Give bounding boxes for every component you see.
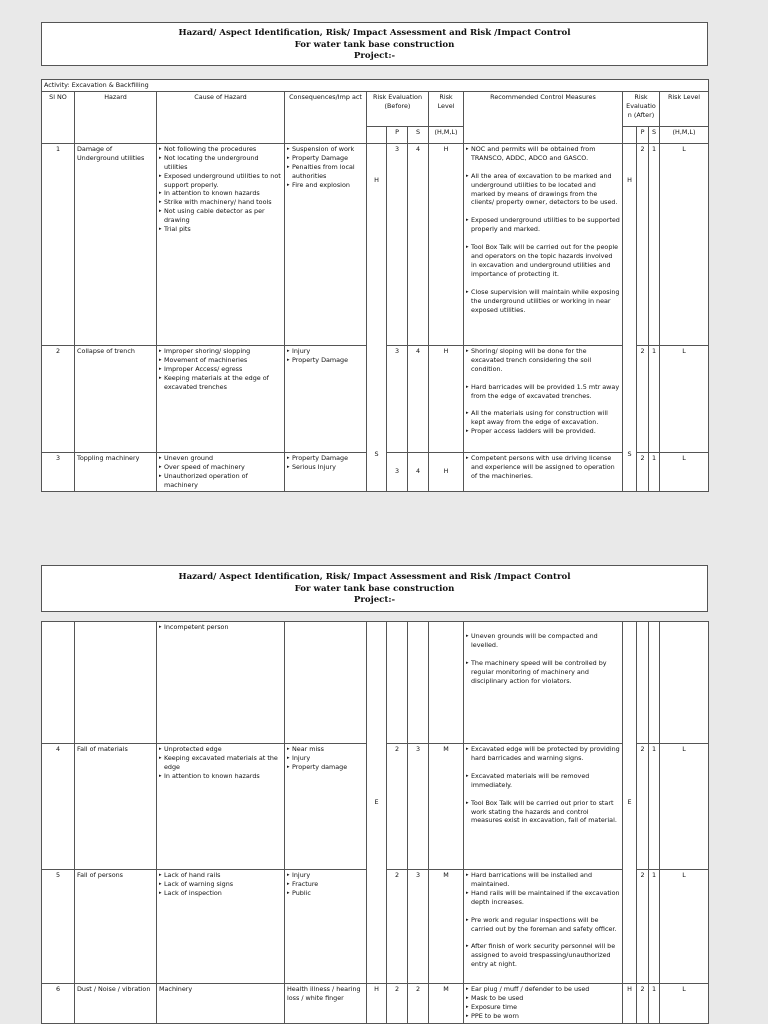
row-cause: Machinery (157, 984, 285, 1024)
row-consequences (285, 870, 367, 984)
control-item: ▸ Tool Box Talk will be carried out prior to start work stating the hazards and control measures exist in excavation, fall of material. (466, 799, 620, 826)
row-s-after: 1 (649, 143, 660, 345)
consequence-item: ▸ Penalties from local authorities (287, 163, 364, 181)
consequence-item: ▸ Suspension of work (287, 145, 364, 154)
col-consequences: Consequences/Imp act (285, 91, 367, 143)
row-hazard: Fall of materials (75, 744, 157, 870)
consequence-item: ▸ Injury (287, 871, 364, 880)
row-consequences (285, 744, 367, 870)
row-s-after: 1 (649, 870, 660, 984)
col-s: S (408, 126, 429, 143)
cause-item: ▸ Movement of machineries (159, 356, 282, 365)
consequence-item: ▸ Injury (287, 347, 364, 356)
col-hml: (H,M,L) (429, 126, 464, 143)
risk-after-merged (623, 143, 637, 491)
doc-project: Project:- (353, 595, 396, 605)
cell-empty (429, 622, 464, 744)
cause-item: ▸ Incompetent person (159, 623, 282, 632)
consequence-item: ▸ Injury (287, 754, 364, 763)
cell-empty (649, 622, 660, 744)
col-risk-level: Risk Level (429, 91, 464, 126)
col-risk-after: Risk Evaluatio n (After) (623, 91, 660, 126)
row-level-after: L (660, 345, 709, 452)
cell-empty (387, 622, 408, 744)
control-item: ▸ Exposure time (466, 1003, 620, 1012)
cause-item: ▸ Lack of warning signs (159, 880, 282, 889)
control-item: ▸ PPE to be worn (466, 1012, 620, 1021)
row-controls (464, 345, 623, 452)
col-cause: Cause of Hazard (157, 91, 285, 143)
page2-sheet (41, 621, 708, 1024)
row-p: 3 (387, 452, 408, 491)
control-item: ▸ Exposed underground utilities to be supported properly and marked. (466, 216, 620, 234)
row-sl: 3 (42, 452, 75, 491)
row-consequence: Health illness / hearing loss / white finger (285, 984, 367, 1024)
cause-item: ▸ Unprotected edge (159, 745, 282, 754)
row-before: H (367, 984, 387, 1024)
doc-title: Hazard/ Aspect Identification, Risk/ Impact Assessment and Risk /Impact Control (178, 28, 571, 38)
row-s: 3 (408, 744, 429, 870)
cell-empty (637, 622, 649, 744)
consequence-item: ▸ Property Damage (287, 356, 364, 365)
row-s-after: 1 (649, 345, 660, 452)
row-sl: 5 (42, 870, 75, 984)
consequence-item: ▸ Near miss (287, 745, 364, 754)
cause-item: ▸ Exposed underground utilities to not support properly. (159, 172, 282, 190)
row-p-after: 2 (637, 744, 649, 870)
row-s-after: 1 (649, 984, 660, 1024)
consequence-item: ▸ Public (287, 889, 364, 898)
control-item: ▸ Close supervision will maintain while exposing the underground utilities or working in near exposed utilities. (466, 288, 620, 315)
cause-item: ▸ Trial pits (159, 225, 282, 234)
row-p-after: 2 (637, 870, 649, 984)
cause-item: ▸ Lack of inspection (159, 889, 282, 898)
cause-item: ▸ Unauthorized operation of machinery (159, 472, 282, 490)
cause-item: ▸ In attention to known hazards (159, 189, 282, 198)
row-p: 2 (387, 744, 408, 870)
risk-before-e: E (374, 798, 379, 807)
row-level-after: L (660, 143, 709, 345)
row-level: H (429, 143, 464, 345)
control-item: ▸ Excavated edge will be protected by providing hard barricades and warning signs. (466, 745, 620, 763)
risk-before-merged (367, 143, 387, 491)
page2-header (41, 565, 708, 612)
control-item: ▸ Shoring/ sloping will be done for the excavated trench considering the soil condition. (466, 347, 620, 374)
control-item: ▸ After finish of work security personnel will be assigned to avoid trespassing/unauthorized entry at night. (466, 942, 620, 969)
col-risk-level-after: Risk Level (660, 91, 709, 126)
row-controls (464, 452, 623, 491)
row-level: M (429, 744, 464, 870)
cause-item: ▸ Over speed of machinery (159, 463, 282, 472)
row-level-after: L (660, 744, 709, 870)
row-s: 2 (408, 984, 429, 1024)
row-p-after: 2 (637, 984, 649, 1024)
consequence-item: ▸ Property Damage (287, 454, 364, 463)
consequence-item: ▸ Fracture (287, 880, 364, 889)
control-item: ▸ Mask to be used (466, 994, 620, 1003)
risk-after-e: E (627, 798, 632, 807)
control-item: ▸ Excavated materials will be removed immediately. (466, 772, 620, 790)
cell-empty (42, 622, 75, 744)
consequence-item: ▸ Fire and explosion (287, 181, 364, 190)
cause-item: ▸ Uneven ground (159, 454, 282, 463)
cause-item: ▸ Not following the procedures (159, 145, 282, 154)
row-level-after: L (660, 452, 709, 491)
row-sl: 2 (42, 345, 75, 452)
row-hazard: Damage of Underground utilities (75, 143, 157, 345)
col-s-after: S (649, 126, 660, 143)
table-row (42, 984, 709, 1024)
cause-item: ▸ Strike with machinery/ hand tools (159, 198, 282, 207)
doc-subtitle: For water tank base construction (294, 39, 455, 50)
control-item: ▸ Hard barricades will be provided 1.5 mtr away from the edge of excavated trenches. (466, 383, 620, 401)
risk-table-page2 (41, 621, 709, 1024)
row-p: 2 (387, 984, 408, 1024)
row-s-after: 1 (649, 452, 660, 491)
risk-before-merged (367, 622, 387, 984)
consequence-item: ▸ Property damage (287, 763, 364, 772)
consequence-item: ▸ Serious Injury (287, 463, 364, 472)
row-causes (157, 452, 285, 491)
cell-empty (408, 622, 429, 744)
row-controls (464, 870, 623, 984)
control-item: ▸ Ear plug / muff / defender to be used (466, 985, 620, 994)
row-p-after: 2 (637, 143, 649, 345)
col-risk-before: Risk Evaluation (Before) (367, 91, 429, 126)
row-p-after: 2 (637, 452, 649, 491)
row-hazard: Collapse of trench (75, 345, 157, 452)
row-level: M (429, 870, 464, 984)
cause-item: ▸ Keeping materials at the edge of excavated trenches (159, 374, 282, 392)
doc-title: Hazard/ Aspect Identification, Risk/ Impact Assessment and Risk /Impact Control (178, 572, 571, 582)
row-s: 3 (408, 870, 429, 984)
cause-item: ▸ Not locating the underground utilities (159, 154, 282, 172)
risk-after-s: S (627, 449, 632, 458)
cause-item: ▸ Not using cable detector as per drawing (159, 207, 282, 225)
row-controls (464, 143, 623, 345)
row-level: H (429, 452, 464, 491)
row-level-after: L (660, 984, 709, 1024)
row-after: H (623, 984, 637, 1024)
row-causes (157, 345, 285, 452)
control-item: ▸ Proper access ladders will be provided. (466, 427, 620, 436)
col-p: P (387, 126, 408, 143)
col-controls: Recommended Control Measures (464, 91, 623, 143)
row-controls (464, 744, 623, 870)
row-consequences (285, 345, 367, 452)
row-causes (157, 622, 285, 744)
cell-empty (660, 622, 709, 744)
consequence-item: ▸ Property Damage (287, 154, 364, 163)
col-blank-after (623, 126, 637, 143)
control-item: ▸ Hard barrications will be installed and maintained. (466, 871, 620, 889)
risk-after-merged (623, 622, 637, 984)
row-consequences (285, 452, 367, 491)
cell-empty (75, 622, 157, 744)
control-item: ▸ The machinery speed will be controlled by regular monitoring of machinery and disciplinary action for violators. (466, 659, 620, 686)
table-row (42, 622, 709, 744)
activity-label: Activity: Excavation & Backfilling (42, 80, 709, 92)
row-consequences (285, 143, 367, 345)
control-item: ▸ All the materials using for construction will kept away from the edge of excavation. (466, 409, 620, 427)
row-s: 4 (408, 143, 429, 345)
page1-sheet (41, 79, 708, 492)
col-sl: Sl NO (42, 91, 75, 143)
cause-item: ▸ Improper shoring/ slopping (159, 347, 282, 356)
row-p: 3 (387, 345, 408, 452)
risk-table-page1 (41, 79, 709, 492)
row-s-after: 1 (649, 744, 660, 870)
row-p: 2 (387, 870, 408, 984)
col-p-after: P (637, 126, 649, 143)
control-item: ▸ Hand rails will be maintained if the excavation depth increases. (466, 889, 620, 907)
risk-before-s: S (374, 449, 379, 458)
risk-before-h: H (374, 175, 379, 184)
row-level: H (429, 345, 464, 452)
cause-item: ▸ Improper Access/ egress (159, 365, 282, 374)
row-p: 3 (387, 143, 408, 345)
row-hazard: Dust / Noise / vibration (75, 984, 157, 1024)
col-hazard: Hazard (75, 91, 157, 143)
control-item: ▸ Pre work and regular inspections will be carried out by the foreman and safety officer. (466, 916, 620, 934)
cause-item: ▸ Keeping excavated materials at the edge (159, 754, 282, 772)
row-sl: 4 (42, 744, 75, 870)
doc-project: Project:- (353, 51, 396, 61)
col-hml-after: (H,M,L) (660, 126, 709, 143)
cell-empty (285, 622, 367, 744)
control-item: ▸ NOC and permits will be obtained from TRANSCO, ADDC, ADCO and GASCO. (466, 145, 620, 163)
row-sl: 6 (42, 984, 75, 1024)
control-item: ▸ Tool Box Talk will be carried out for the people and operators on the topic hazards involved in excavation and underground utilities and importance of protecting it. (466, 243, 620, 279)
row-causes (157, 143, 285, 345)
control-item: ▸ Uneven grounds will be compacted and levelled. (466, 632, 620, 650)
doc-subtitle: For water tank base construction (294, 583, 455, 594)
table-row (42, 143, 709, 345)
col-blank (367, 126, 387, 143)
control-item: ▸ Competent persons with use driving license and experience will be assigned to operation of the machineries. (466, 454, 620, 481)
row-level-after: L (660, 870, 709, 984)
row-sl: 1 (42, 143, 75, 345)
row-causes (157, 870, 285, 984)
row-controls (464, 984, 623, 1024)
row-causes (157, 744, 285, 870)
row-hazard: Toppling machinery (75, 452, 157, 491)
row-level: M (429, 984, 464, 1024)
row-s: 4 (408, 452, 429, 491)
page1-header (41, 22, 708, 66)
risk-after-h: H (627, 175, 632, 184)
row-hazard: Fall of persons (75, 870, 157, 984)
row-s: 4 (408, 345, 429, 452)
cause-item: ▸ In attention to known hazards (159, 772, 282, 781)
row-controls (464, 622, 623, 744)
cause-item: ▸ Lack of hand rails (159, 871, 282, 880)
row-p-after: 2 (637, 345, 649, 452)
control-item: ▸ All the area of excavation to be marked and underground utilities to be located and marked by means of drawings from the clients/ property owner, detectors to be used. (466, 172, 620, 208)
